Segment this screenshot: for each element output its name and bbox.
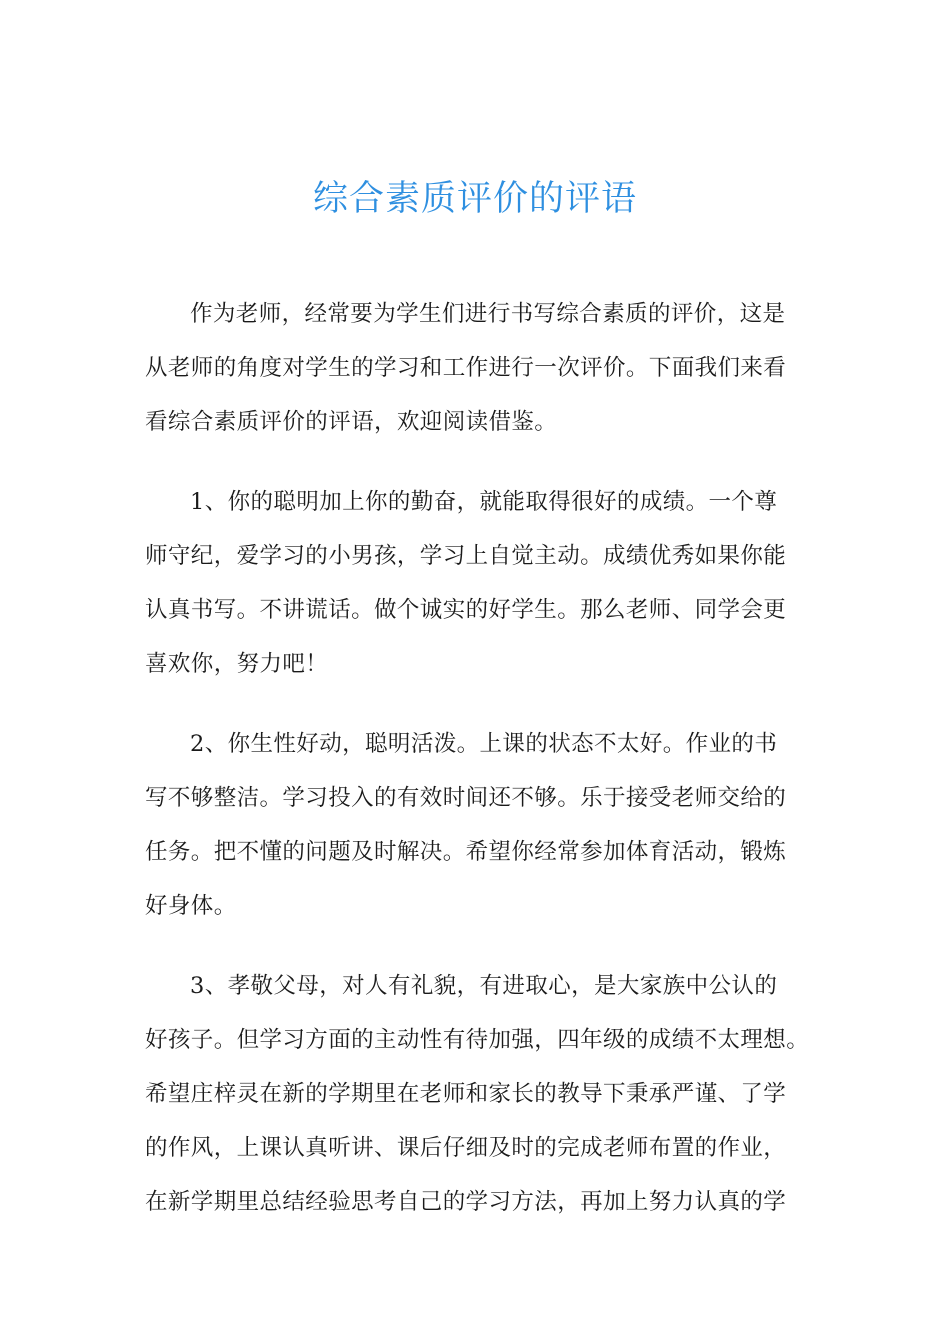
paragraph-line: 好孩子。但学习方面的主动性有待加强，四年级的成绩不太理想。 [145, 1027, 810, 1053]
paragraph-line: 希望庄梓灵在新的学期里在老师和家长的教导下秉承严谨、了学 [145, 1081, 787, 1107]
paragraph-line: 2、你生性好动，聪明活泼。上课的状态不太好。作业的书 [190, 731, 778, 757]
document-body [145, 287, 810, 1255]
paragraph-line: 写不够整洁。学习投入的有效时间还不够。乐于接受老师交给的 [145, 785, 787, 811]
paragraph-line: 在新学期里总结经验思考自己的学习方法，再加上努力认真的学 [145, 1189, 787, 1215]
paragraph-line: 的作风，上课认真听讲、课后仔细及时的完成老师布置的作业， [145, 1135, 787, 1161]
paragraph-line: 1、你的聪明加上你的勤奋，就能取得很好的成绩。一个尊 [190, 489, 778, 515]
paragraph-line: 看综合素质评价的评语，欢迎阅读借鉴。 [145, 409, 558, 435]
paragraph-line: 3、孝敬父母，对人有礼貌，有进取心，是大家族中公认的 [190, 973, 778, 999]
paragraph-line: 喜欢你，努力吧！ [145, 651, 329, 677]
paragraph-line: 好身体。 [145, 893, 237, 919]
paragraph-line: 师守纪，爱学习的小男孩，学习上自觉主动。成绩优秀如果你能 [145, 543, 787, 569]
paragraph-line: 从老师的角度对学生的学习和工作进行一次评价。下面我们来看 [145, 355, 787, 381]
paragraph-line: 任务。把不懂的问题及时解决。希望你经常参加体育活动，锻炼 [145, 839, 787, 865]
paragraph-comment-2 [145, 717, 810, 933]
document-title: 综合素质评价的评语 [312, 179, 637, 219]
paragraph-comment-1 [145, 475, 810, 691]
paragraph-line: 作为老师，经常要为学生们进行书写综合素质的评价，这是 [190, 301, 786, 327]
paragraph-line: 认真书写。不讲谎话。做个诚实的好学生。那么老师、同学会更 [145, 597, 787, 623]
paragraph-comment-3 [145, 959, 810, 1229]
paragraph-intro [145, 287, 810, 449]
